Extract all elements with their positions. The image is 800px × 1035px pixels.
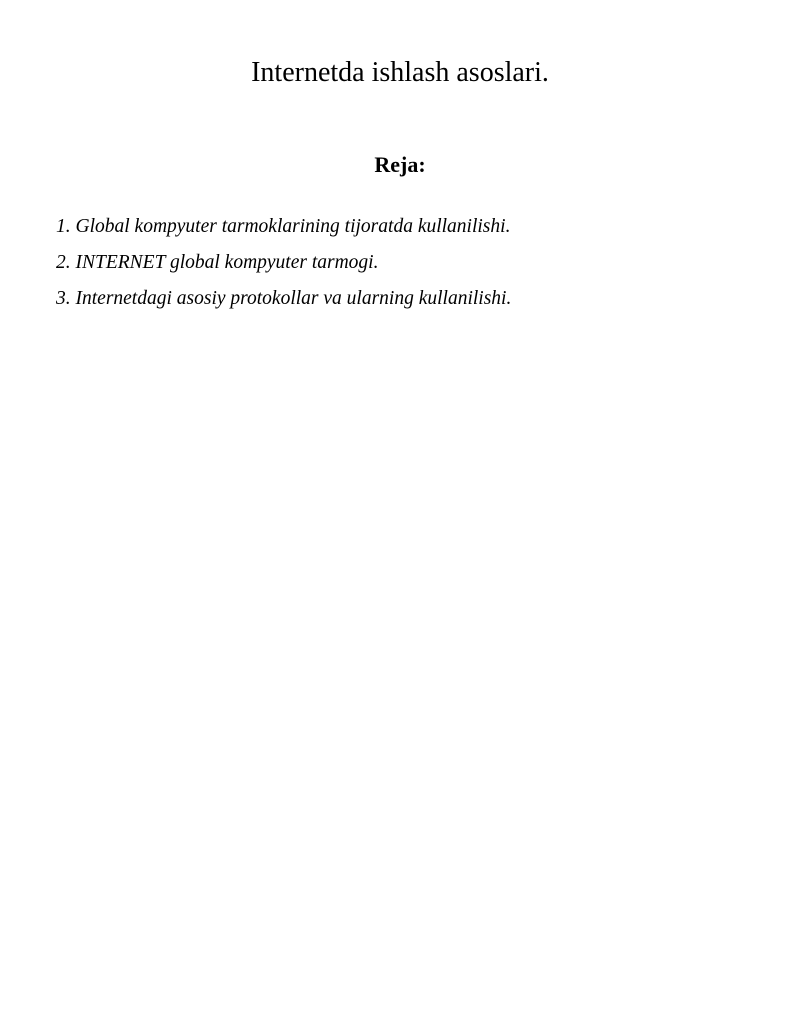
plan-item-1: 1. Global kompyuter tarmoklarining tijoratda kullanilishi.	[56, 216, 511, 237]
plan-item-3: 3. Internetdagi asosiy protokollar va ularning kullanilishi.	[56, 288, 512, 309]
plan-heading: Reja:	[374, 152, 426, 177]
document-title: Internetda ishlash asoslari.	[251, 57, 549, 88]
plan-list	[56, 209, 756, 317]
plan-item-2: 2. INTERNET global kompyuter tarmogi.	[56, 252, 379, 273]
